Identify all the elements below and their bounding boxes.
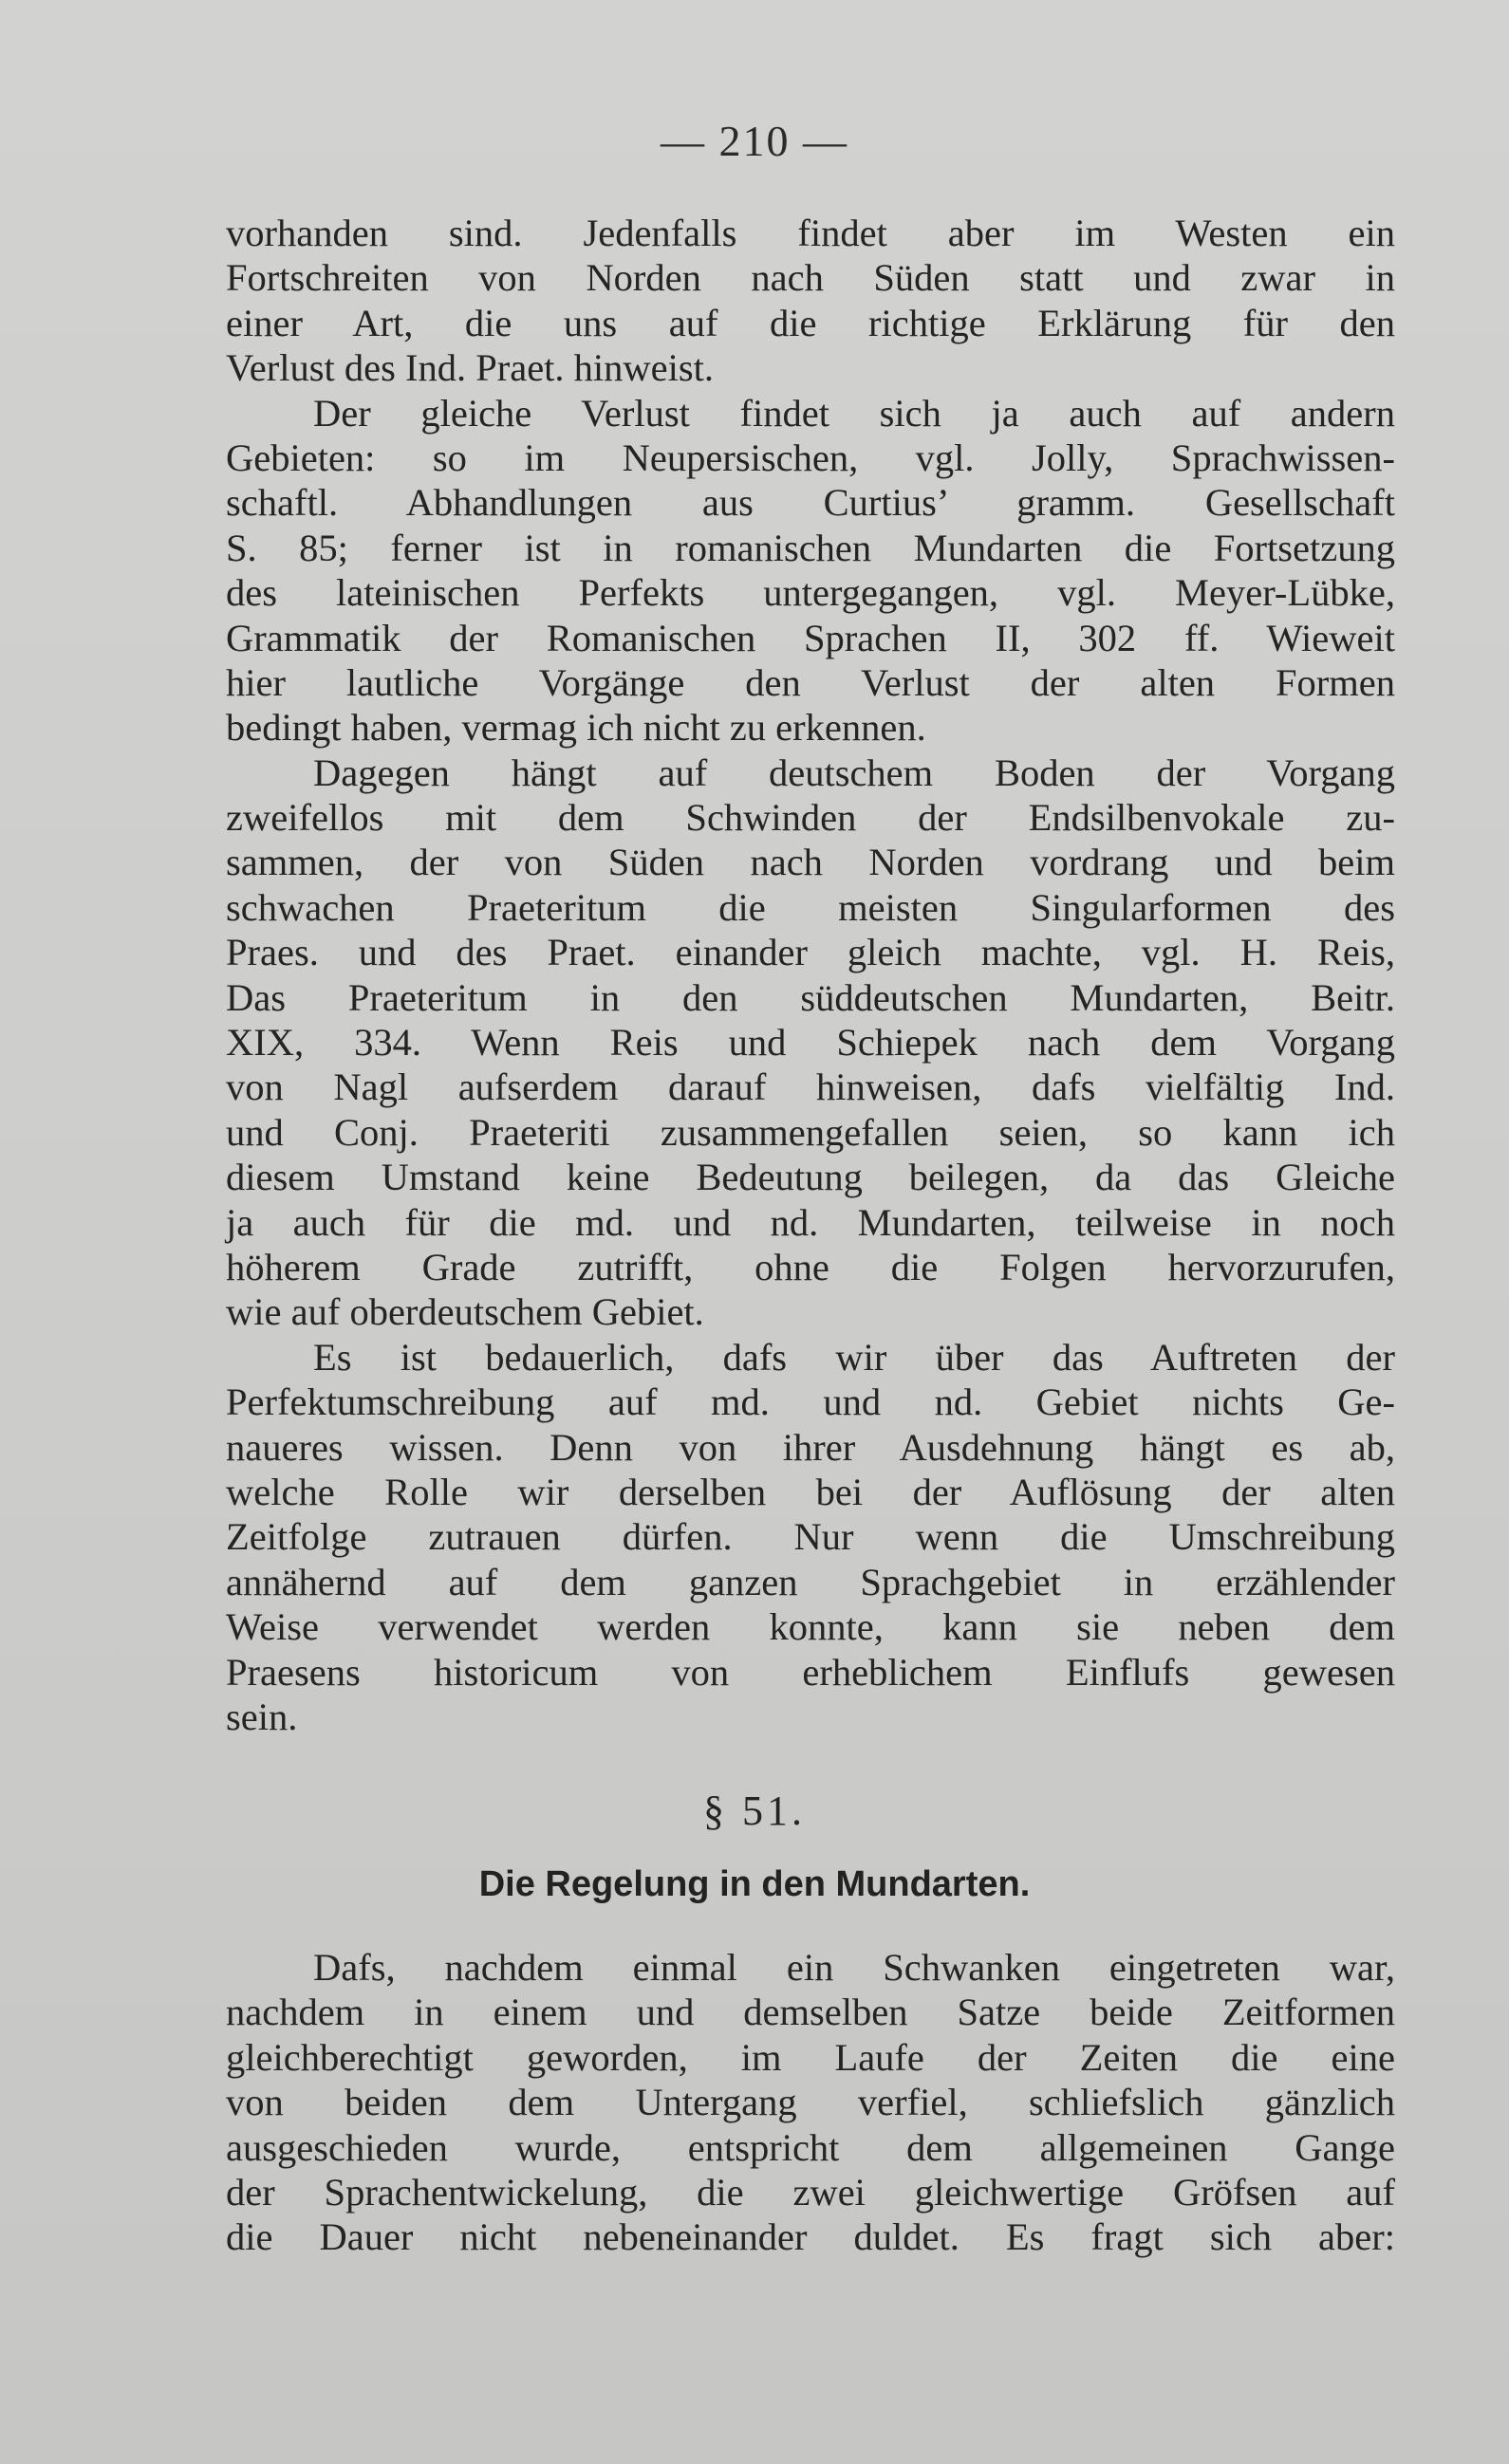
text-line: wie auf oberdeutschem Gebiet. xyxy=(226,1290,704,1334)
section-number: § 51. xyxy=(703,1788,806,1834)
text-line: Das Praeteritum in den süddeutschen Mundarten, Beitr. xyxy=(226,975,1395,1019)
text-line: Verlust des Ind. Praet. hinweist. xyxy=(226,346,715,390)
text-line: Praesens historicum von erheblichem Einflufs gewesen xyxy=(226,1650,1395,1694)
text-line: Dafs, nachdem einmal ein Schwanken eingetreten war, xyxy=(313,1946,1395,1989)
page-number: — 210 — xyxy=(661,117,848,165)
paragraph xyxy=(226,1335,1395,1740)
paragraph xyxy=(226,750,1395,1335)
text-line: vorhanden sind. Jedenfalls findet aber im Westen ein xyxy=(226,212,1395,254)
text-line: annähernd auf dem ganzen Sprachgebiet in erzählender xyxy=(226,1560,1395,1603)
body-text-before-section xyxy=(226,211,1395,1739)
body-text-after-section xyxy=(226,1945,1395,2260)
text-line: sein. xyxy=(226,1695,298,1738)
paragraph xyxy=(226,391,1395,750)
paragraph xyxy=(226,1945,1395,2260)
text-line: welche Rolle wir derselben bei der Auflösung der alten xyxy=(226,1470,1395,1513)
text-line: die Dauer nicht nebeneinander duldet. Es fragt sich aber: xyxy=(226,2215,1395,2259)
text-line: höherem Grade zutrifft, ohne die Folgen hervorzurufen, xyxy=(226,1245,1395,1288)
text-line: zweifellos mit dem Schwinden der Endsilbenvokale zu- xyxy=(226,796,1395,840)
text-line: ausgeschieden wurde, entspricht dem allgemeinen Gange xyxy=(226,2125,1395,2169)
text-line: Fortschreiten von Norden nach Süden statt und zwar in xyxy=(226,256,1395,300)
text-line: Dagegen hängt auf deutschem Boden der Vorgang xyxy=(313,750,1395,794)
text-line: gleichberechtigt geworden, im Laufe der Zeiten die eine xyxy=(226,2035,1395,2079)
text-line: und Conj. Praeteriti zusammengefallen seien, so kann ich xyxy=(226,1110,1395,1154)
text-line: XIX, 334. Wenn Reis und Schiepek nach dem Vorgang xyxy=(226,1021,1395,1065)
text-line: Zeitfolge zutrauen dürfen. Nur wenn die Umschreibung xyxy=(226,1515,1395,1559)
paragraph xyxy=(226,211,1395,391)
text-line: Perfektumschreibung auf md. und nd. Gebiet nichts Ge- xyxy=(226,1380,1395,1424)
text-line: naueres wissen. Denn von ihrer Ausdehnung hängt es ab, xyxy=(226,1425,1395,1469)
text-line: von Nagl aufserdem darauf hinweisen, dafs vielfältig Ind. xyxy=(226,1065,1395,1109)
text-line: Es ist bedauerlich, dafs wir über das Auftreten der xyxy=(313,1335,1395,1379)
text-line: Weise verwendet werden konnte, kann sie neben dem xyxy=(226,1605,1395,1649)
text-line: nachdem in einem und demselben Satze beide Zeitformen xyxy=(226,1991,1395,2034)
text-line: Der gleiche Verlust findet sich ja auch auf andern xyxy=(313,391,1395,435)
text-line: bedingt haben, vermag ich nicht zu erkennen. xyxy=(226,706,926,750)
text-line: schwachen Praeteritum die meisten Singularformen des xyxy=(226,885,1395,929)
text-line: ja auch für die md. und nd. Mundarten, teilweise in noch xyxy=(226,1200,1395,1244)
text-line: schaftl. Abhandlungen aus Curtius’ gramm. Gesellschaft xyxy=(226,481,1395,525)
text-line: der Sprachentwickelung, die zwei gleichwertige Gröfsen auf xyxy=(226,2170,1395,2214)
text-line: einer Art, die uns auf die richtige Erklärung für den xyxy=(226,301,1395,344)
text-line: Grammatik der Romanischen Sprachen II, 302 ff. Wieweit xyxy=(226,616,1395,659)
section-heading: Die Regelung in den Mundarten. xyxy=(478,1864,1031,1904)
text-line: Praes. und des Praet. einander gleich machte, vgl. H. Reis, xyxy=(226,931,1395,974)
text-line: S. 85; ferner ist in romanischen Mundarten die Fortsetzung xyxy=(226,526,1395,569)
text-line: des lateinischen Perfekts untergegangen, vgl. Meyer-Lübke, xyxy=(226,571,1395,615)
text-line: hier lautliche Vorgänge den Verlust der alten Formen xyxy=(226,660,1395,704)
text-line: sammen, der von Süden nach Norden vordrang und beim xyxy=(226,841,1395,884)
text-line: von beiden dem Untergang verfiel, schliefslich gänzlich xyxy=(226,2081,1395,2124)
text-line: diesem Umstand keine Bedeutung beilegen, da das Gleiche xyxy=(226,1156,1395,1199)
text-line: Gebieten: so im Neupersischen, vgl. Jolly, Sprachwissen- xyxy=(226,435,1395,479)
